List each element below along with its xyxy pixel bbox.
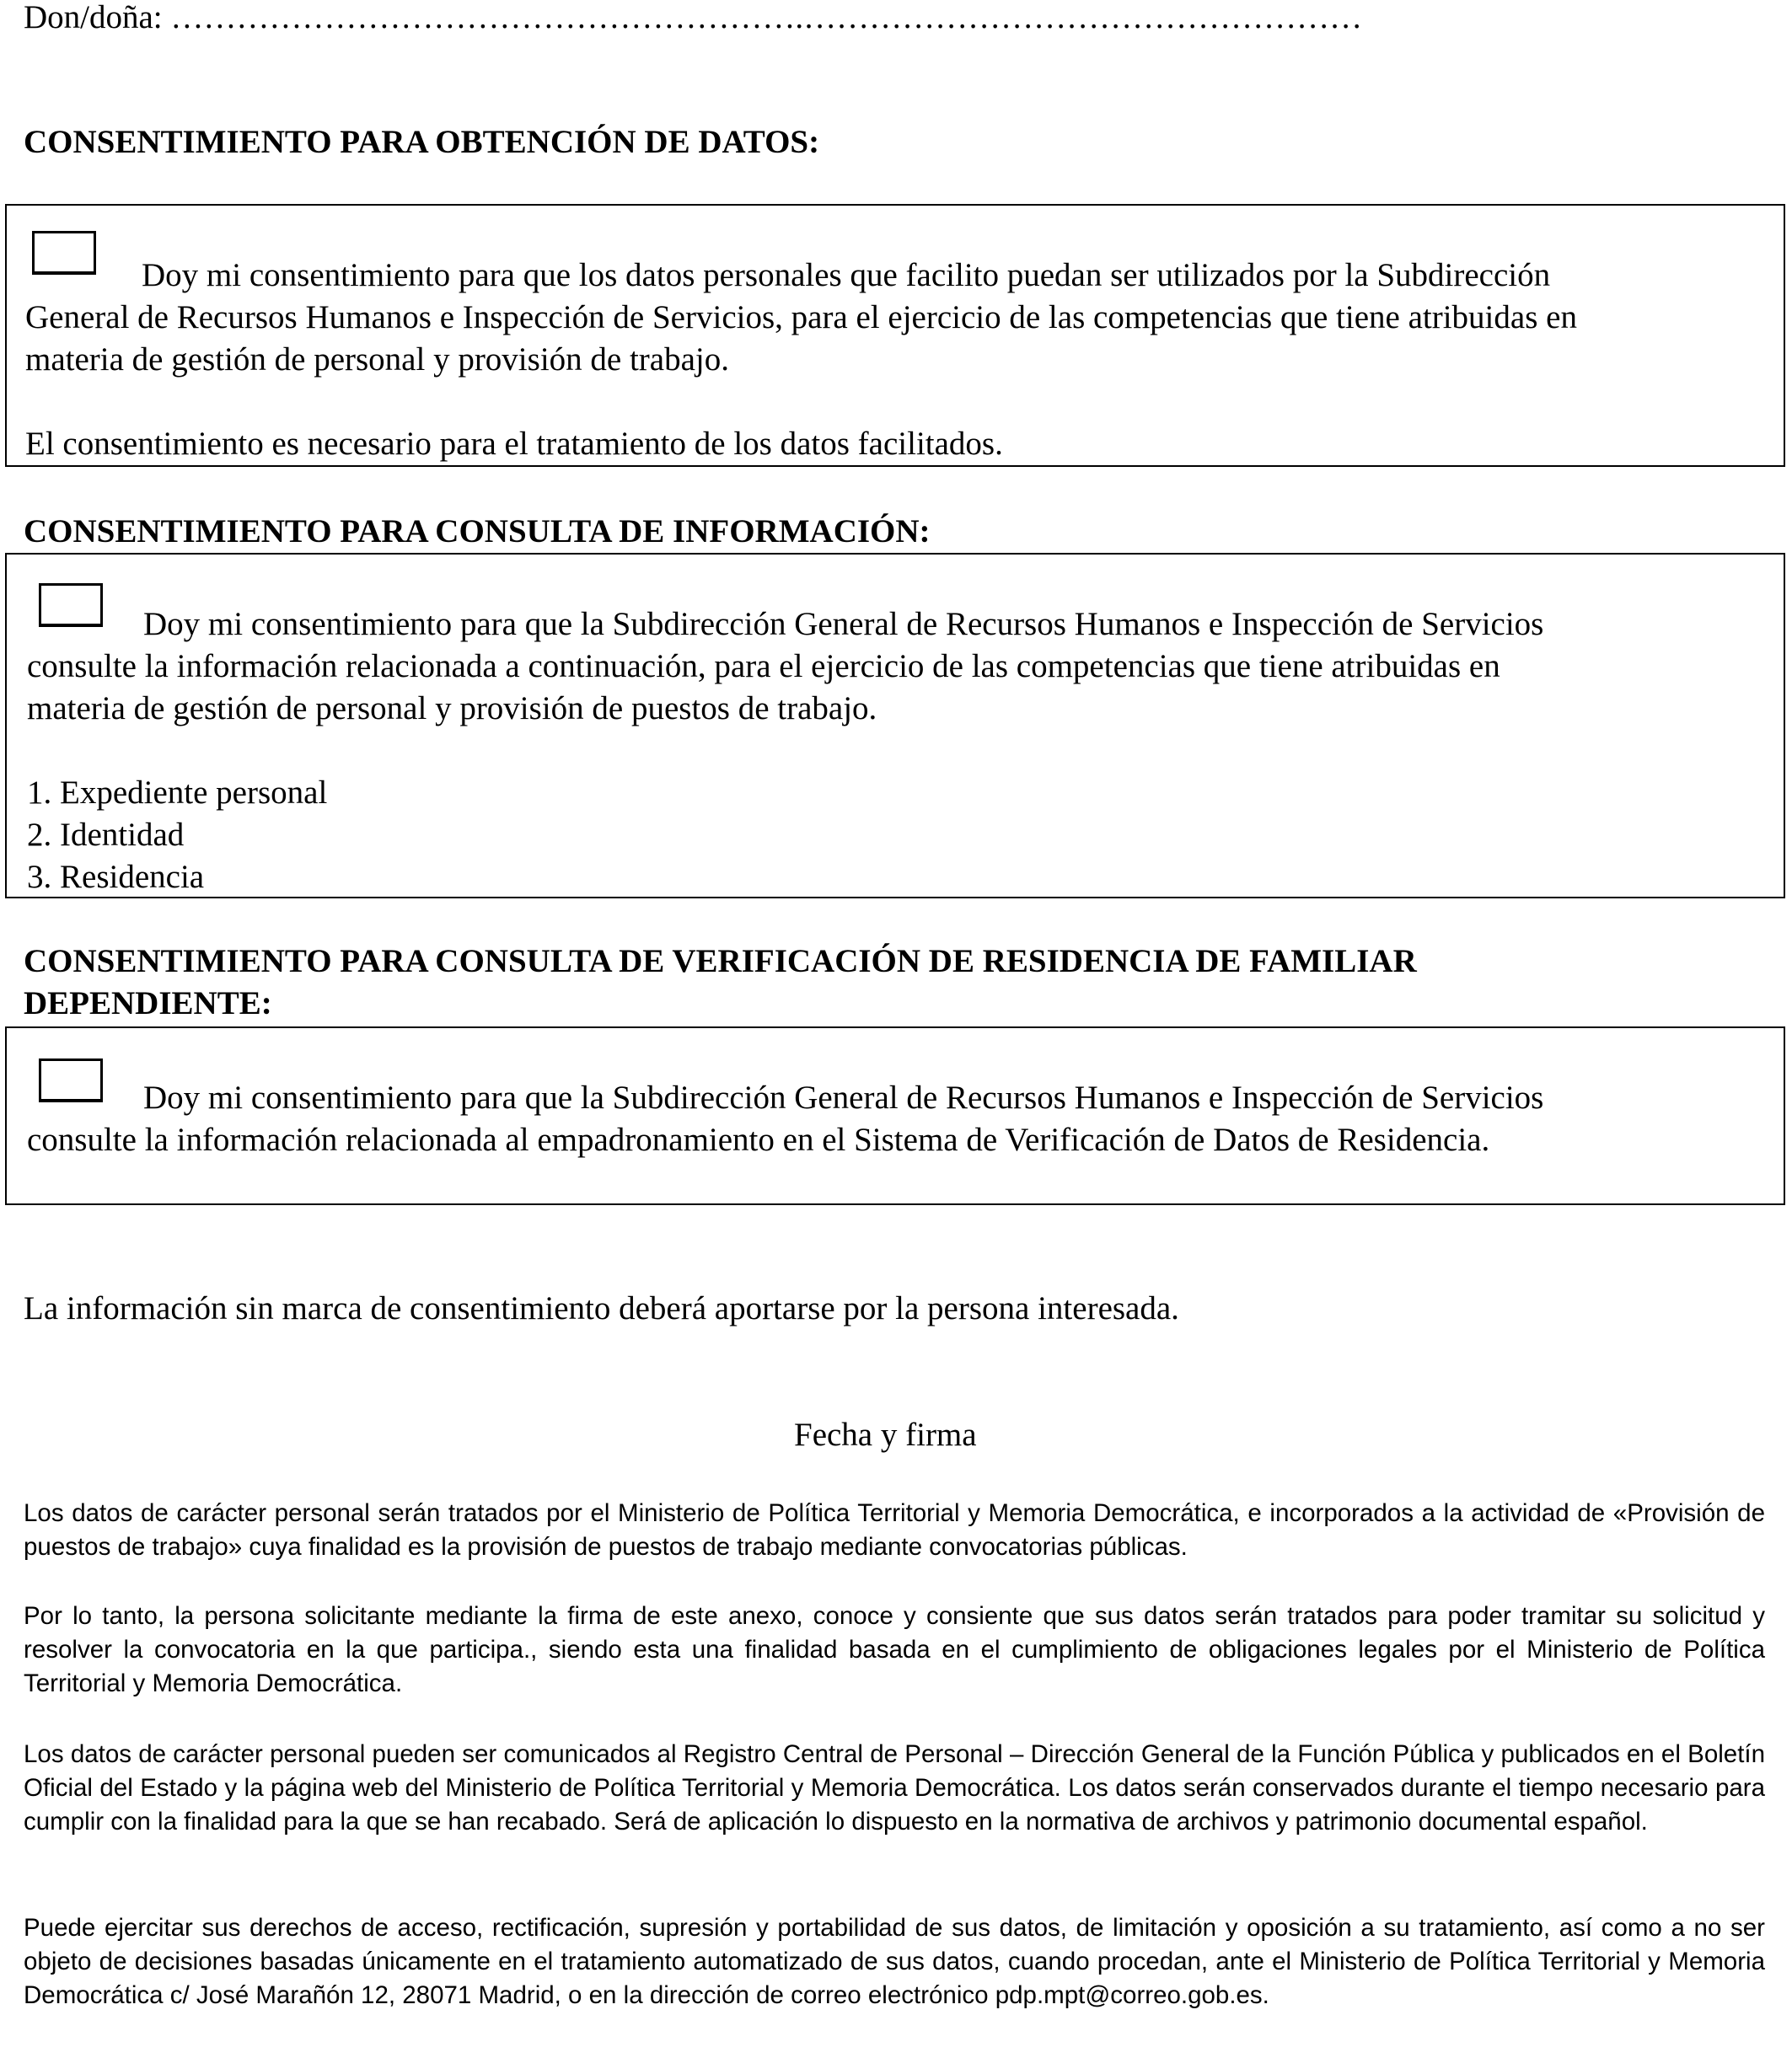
section3-consent-checkbox[interactable] <box>39 1058 103 1102</box>
section3-heading-line1: CONSENTIMIENTO PARA CONSULTA DE VERIFICACIÓN DE RESIDENCIA DE FAMILIAR <box>24 943 1417 979</box>
legal-paragraph-3: Los datos de carácter personal pueden ser comunicados al Registro Central de Personal – Dirección General de la Función Pública y publicados en el Boletín Oficial del Estado y la página web del Ministerio de Política Territorial y Memoria Democrática. Los datos serán conservados durante el tiempo necesario para cumplir con la finalidad para la que se han recabado. Será de aplicación lo dispuesto en la normativa de archivos y patrimonio documental español. <box>24 1740 1765 1836</box>
legal-paragraph-4: Puede ejercitar sus derechos de acceso, rectificación, supresión y portabilidad de sus datos, de limitación y oposición a su tratamiento, así como a no ser objeto de decisiones basadas únicamente en el tratamiento automatizado de sus datos, cuando procedan, ante el Ministerio de Política Territorial y Memoria Democrática c/ José Marañón 12, 28071 Madrid, o en la dirección de correo electrónico pdp.mpt@correo.gob.es. <box>24 1914 1765 2009</box>
section2-list-item: 3. Residencia <box>27 859 205 895</box>
section3-heading-line2: DEPENDIENTE: <box>24 985 272 1021</box>
section2-consent-checkbox[interactable] <box>39 583 103 627</box>
section3-box <box>5 1026 1785 1205</box>
section2-text-line3: materia de gestión de personal y provisión de puestos de trabajo. <box>27 690 877 726</box>
legal-paragraph-1: Los datos de carácter personal serán tratados por el Ministerio de Política Territorial y Memoria Democrática, e incorporados a la actividad de «Provisión de puestos de trabajo» cuya finalidad es la provisión de puestos de trabajo mediante convocatorias públicas. <box>24 1499 1765 1561</box>
section2-list-item: 1. Expediente personal <box>27 774 328 811</box>
section1-note: El consentimiento es necesario para el tratamiento de los datos facilitados. <box>25 426 1003 462</box>
section2-heading: CONSENTIMIENTO PARA CONSULTA DE INFORMACIÓN: <box>24 513 931 549</box>
section1-text-line1: Doy mi consentimiento para que los datos personales que facilito puedan ser utilizados por la Subdirección <box>142 257 1551 293</box>
section2-text-line1: Doy mi consentimiento para que la Subdirección General de Recursos Humanos e Inspección de Servicios <box>143 606 1544 642</box>
section2-text-line2: consulte la información relacionada a continuación, para el ejercicio de las competencias que tiene atribuidas en <box>27 648 1500 684</box>
missing-consent-notice: La información sin marca de consentimiento deberá aportarse por la persona interesada. <box>24 1290 1179 1326</box>
don-dona-field[interactable]: Don/doña: ………………………………………………….…………………………………………… <box>24 0 1363 35</box>
legal-paragraph-2: Por lo tanto, la persona solicitante mediante la firma de este anexo, conoce y consiente que sus datos serán tratados para poder tramitar su solicitud y resolver la convocatoria en la que participa., siendo esta una finalidad basada en el cumplimiento de obligaciones legales por el Ministerio de Política Territorial y Memoria Democrática. <box>24 1602 1765 1697</box>
section1-box <box>5 204 1785 467</box>
section1-text-line2: General de Recursos Humanos e Inspección de Servicios, para el ejercicio de las competencias que tiene atribuidas en <box>25 299 1577 335</box>
section1-text-line3: materia de gestión de personal y provisión de trabajo. <box>25 341 729 378</box>
section1-consent-checkbox[interactable] <box>32 231 96 275</box>
section1-heading: CONSENTIMIENTO PARA OBTENCIÓN DE DATOS: <box>24 124 820 160</box>
section3-text-line2: consulte la información relacionada al empadronamiento en el Sistema de Verificación de Datos de Residencia. <box>27 1122 1490 1158</box>
section2-box <box>5 553 1785 898</box>
section2-list-item: 2. Identidad <box>27 817 185 853</box>
signature-label: Fecha y firma <box>794 1417 977 1453</box>
section3-text-line1: Doy mi consentimiento para que la Subdirección General de Recursos Humanos e Inspección de Servicios <box>143 1080 1544 1116</box>
